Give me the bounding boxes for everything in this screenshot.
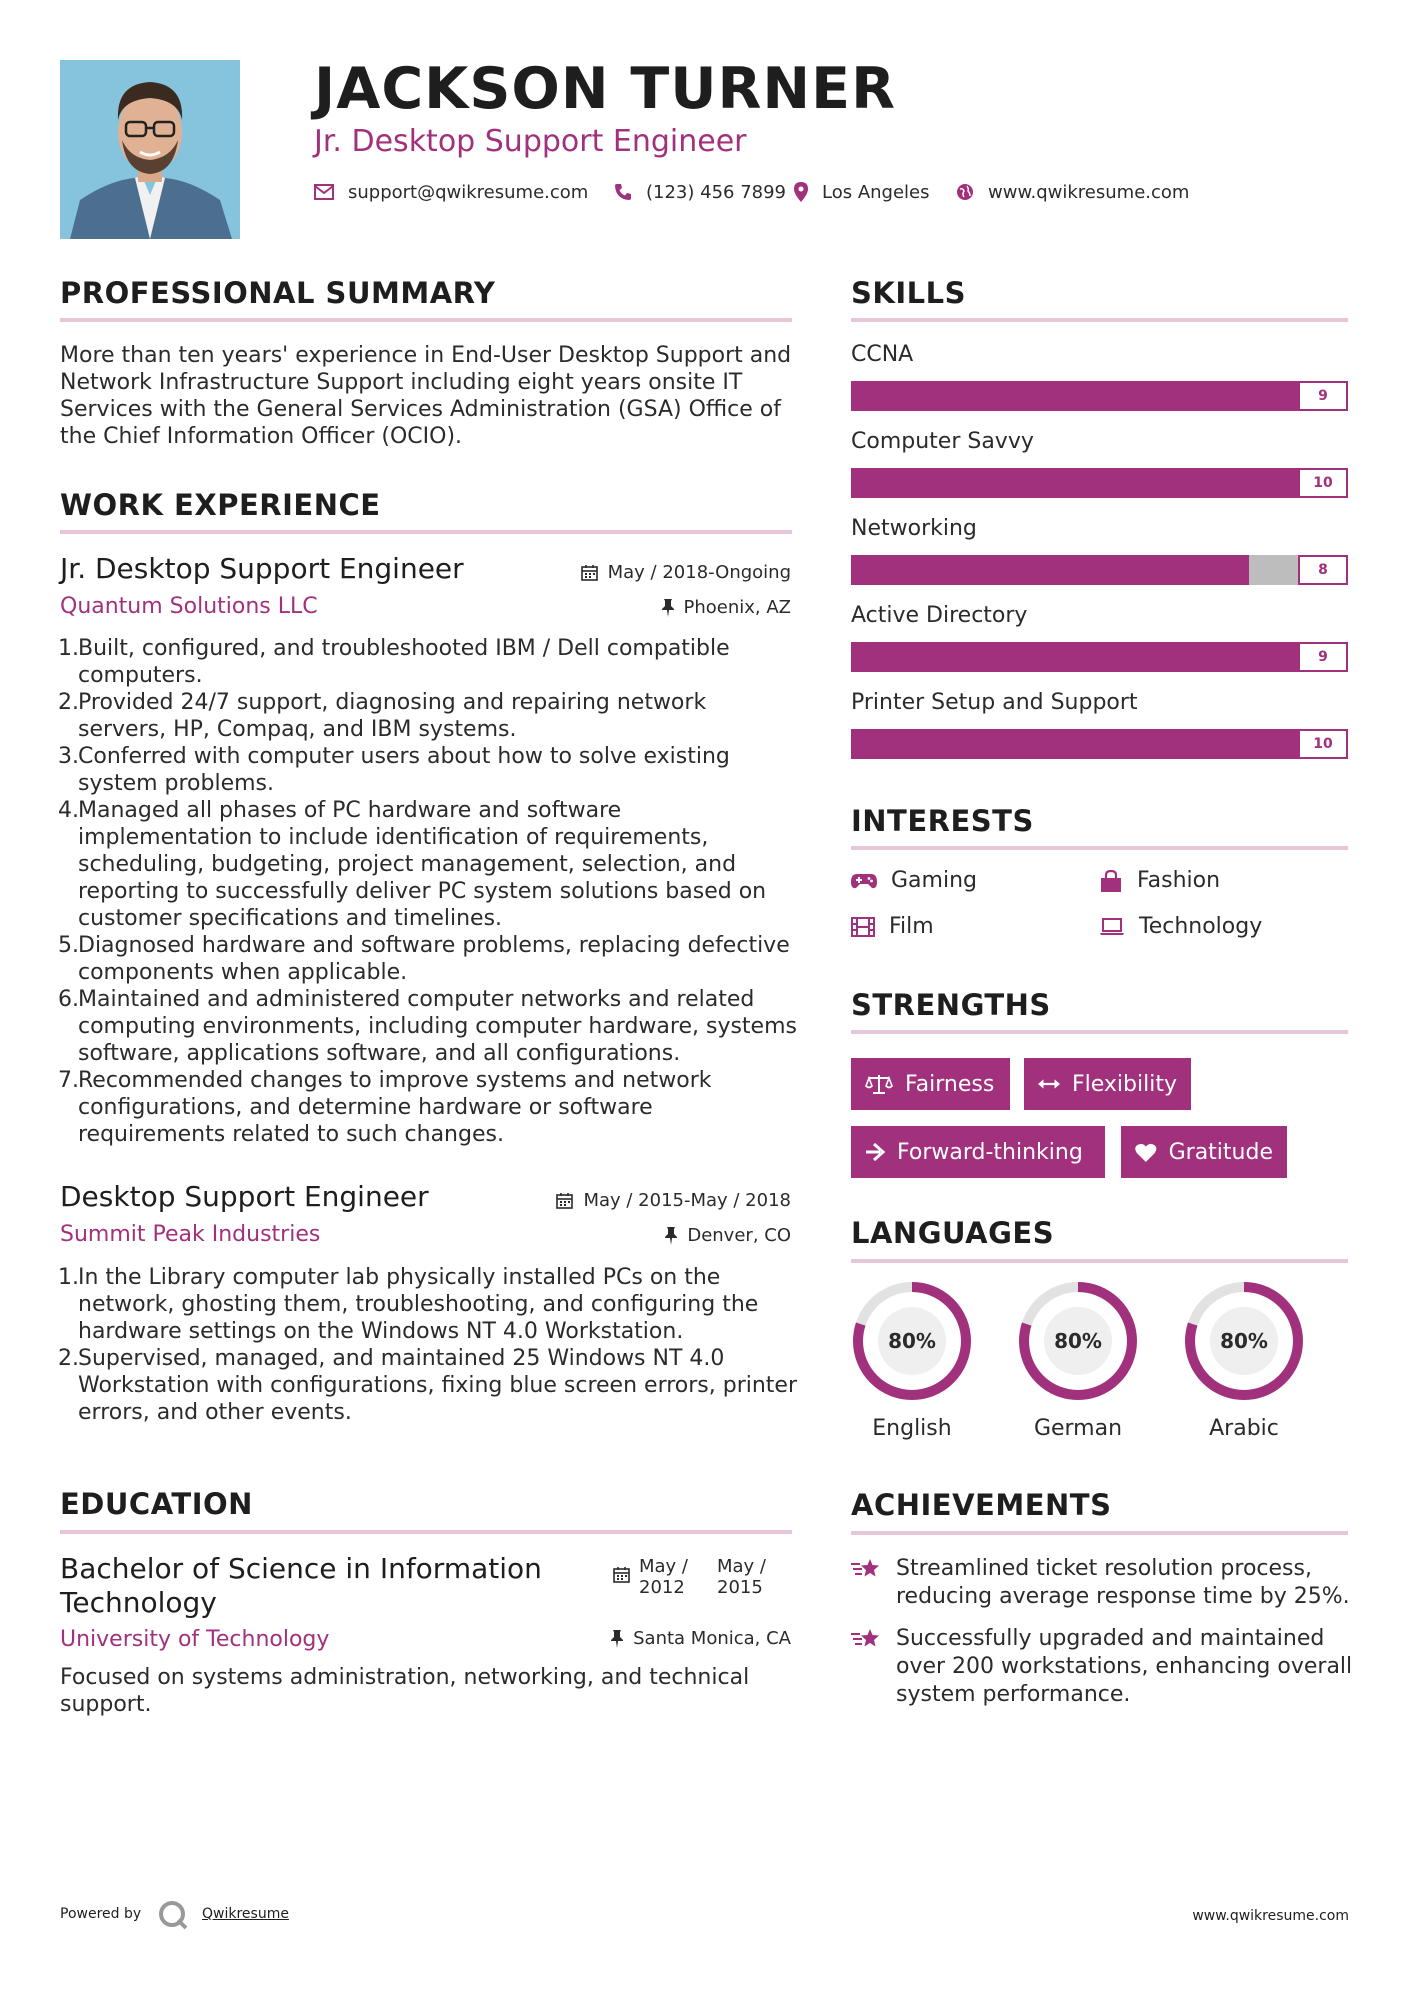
skill-bar-fill <box>851 555 1249 585</box>
strength-flexibility <box>1024 1058 1191 1110</box>
language-percent: 80% <box>1054 1329 1102 1353</box>
strength-gratitude <box>1121 1126 1287 1178</box>
laptop-icon <box>1099 918 1125 936</box>
globe-icon <box>956 183 974 201</box>
education-divider <box>60 1530 792 1534</box>
education-location-text: Santa Monica, CA <box>633 1628 791 1649</box>
job-1-bullet-5: 5. Diagnosed hardware and software problems, replacing defective components when applicable. <box>78 932 798 986</box>
powered-by-label: Powered by <box>60 1906 142 1922</box>
school-name: University of Technology <box>60 1627 330 1652</box>
contact-email[interactable] <box>314 180 588 204</box>
job-1-bullet-2: 2. Provided 24/7 support, diagnosing and repairing network servers, HP, Compaq, and IBM systems. <box>78 689 798 743</box>
job-1-bullet-4: 4. Managed all phases of PC hardware and software implementation to include identification of requirements, scheduling, budgeting, project management, selection, and reporting to successfully deliver PC system solutions based on customer specifications and timelines. <box>78 797 798 932</box>
shopping-bag-icon <box>1099 870 1123 892</box>
edu-start-month: May / <box>639 1556 688 1577</box>
skill-bar-fill <box>851 381 1298 411</box>
calendar-icon <box>613 1566 630 1583</box>
language-name: German <box>1033 1416 1123 1441</box>
language-name: Arabic <box>1209 1416 1279 1441</box>
gamepad-icon <box>851 872 877 890</box>
achievements-heading: ACHIEVEMENTS <box>851 1488 1112 1522</box>
interests-divider <box>851 846 1348 850</box>
location-text: Los Angeles <box>822 181 930 203</box>
heart-icon <box>1135 1142 1157 1163</box>
contact-website[interactable] <box>956 180 1189 204</box>
job-1-bullets <box>58 635 798 1148</box>
language-ring <box>1183 1280 1305 1406</box>
language-donut <box>1183 1280 1305 1402</box>
skill-bar <box>851 555 1348 585</box>
skill-label: Printer Setup and Support <box>851 690 1138 715</box>
interest-fashion-label: Fashion <box>1137 868 1221 893</box>
scale-icon <box>865 1073 893 1095</box>
map-pin-icon <box>794 182 808 202</box>
film-icon <box>851 917 875 937</box>
edu-end-month: May / <box>717 1556 766 1577</box>
shooting-star-icon <box>851 1556 883 1582</box>
education-dates <box>613 1556 793 1600</box>
strength-fairness-label: Fairness <box>905 1071 995 1097</box>
qwikresume-logo <box>158 1900 188 1934</box>
job-2-company: Summit Peak Industries <box>60 1222 321 1247</box>
skill-bar <box>851 642 1348 672</box>
achievement-1-icon-wrap <box>851 1556 883 1586</box>
qwikresume-link[interactable]: Qwikresume <box>202 1906 289 1922</box>
achievements-divider <box>851 1531 1348 1535</box>
interest-technology-label: Technology <box>1139 914 1263 939</box>
skill-bar-fill <box>851 642 1298 672</box>
job-2-bullets <box>58 1264 798 1426</box>
skill-level-badge: 10 <box>1298 729 1348 759</box>
job-2-location-text: Denver, CO <box>687 1225 791 1246</box>
skill-level-badge: 9 <box>1298 642 1348 672</box>
interest-technology <box>1099 914 1262 939</box>
email-text: support@qwikresume.com <box>348 181 589 203</box>
summary-text: More than ten years' experience in End-User Desktop Support and Network Infrastructure Support including eight years onsite IT Services with the General Services Administration (GSA) Office of the Chief Information Officer (OCIO). <box>60 343 792 449</box>
job-2-bullet-1: 1. In the Library computer lab physically installed PCs on the network, ghosting them, troubleshooting, and configuring the hardware settings on the Windows NT 4.0 Workstation. <box>78 1264 798 1345</box>
skill-label: Networking <box>851 516 977 541</box>
edu-start-year: 2012 <box>639 1577 685 1598</box>
job-1-location <box>662 597 792 618</box>
website-text: www.qwikresume.com <box>988 181 1190 203</box>
skill-bar <box>851 468 1348 498</box>
skill-bar-fill <box>851 729 1348 759</box>
calendar-icon <box>556 1192 573 1209</box>
skill-label: CCNA <box>851 342 914 367</box>
skill-label: Computer Savvy <box>851 429 1034 454</box>
education-location <box>611 1628 791 1649</box>
job-1-bullet-1: 1. Built, configured, and troubleshooted IBM / Dell compatible computers. <box>78 635 798 689</box>
job-1-company: Quantum Solutions LLC <box>60 594 318 619</box>
job-1-title: Jr. Desktop Support Engineer <box>60 552 464 585</box>
job-2-dates-text: May / 2015-May / 2018 <box>583 1190 791 1211</box>
footer-url[interactable]: www.qwikresume.com <box>1192 1908 1349 1924</box>
education-heading: EDUCATION <box>60 1487 253 1521</box>
job-2-title: Desktop Support Engineer <box>60 1180 429 1213</box>
candidate-role: Jr. Desktop Support Engineer <box>314 124 747 159</box>
skills-divider <box>851 318 1348 322</box>
language-percent: 80% <box>888 1329 936 1353</box>
phone-icon <box>614 183 632 201</box>
degree-line-1: Bachelor of Science in Information <box>60 1552 542 1585</box>
skill-bar-fill <box>851 468 1348 498</box>
achievement-2-icon-wrap <box>851 1626 883 1656</box>
interest-film-label: Film <box>889 914 934 939</box>
skill-level-badge: 10 <box>1298 468 1348 498</box>
achievement-2: Successfully upgraded and maintained over 200 workstations, enhancing overall system performance. <box>896 1626 1353 1707</box>
skill-label: Active Directory <box>851 603 1028 628</box>
languages-heading: LANGUAGES <box>851 1216 1055 1250</box>
interest-film <box>851 914 934 939</box>
job-1-dates <box>581 562 791 583</box>
pushpin-icon <box>665 1227 677 1245</box>
strength-gratitude-label: Gratitude <box>1168 1139 1273 1165</box>
job-1-dates-text: May / 2018-Ongoing <box>607 562 791 583</box>
interest-gaming-label: Gaming <box>891 868 977 893</box>
calendar-icon <box>581 564 598 581</box>
strength-forward-thinking <box>851 1126 1105 1178</box>
language-ring <box>851 1280 973 1406</box>
phone-text: (123) 456 7899 <box>646 181 787 203</box>
interest-fashion <box>1099 868 1220 893</box>
profile-photo <box>60 60 240 239</box>
pushpin-icon <box>662 599 674 617</box>
skill-bar <box>851 381 1348 411</box>
skill-level-badge: 8 <box>1298 555 1348 585</box>
pushpin-icon <box>611 1630 623 1648</box>
skills-heading: SKILLS <box>851 276 966 310</box>
skill-bar <box>851 729 1348 759</box>
interest-gaming <box>851 868 977 893</box>
shooting-star-icon <box>851 1626 883 1652</box>
languages-divider <box>851 1259 1348 1263</box>
job-2-dates <box>556 1190 791 1211</box>
strength-fairness <box>851 1058 1010 1110</box>
job-2-location <box>665 1225 791 1246</box>
job-1-bullet-6: 6. Maintained and administered computer networks and related computing environments, including computer hardware, systems software, applications software, and all configurations. <box>78 986 798 1067</box>
language-name: English <box>872 1416 952 1441</box>
skill-level-badge: 9 <box>1298 381 1348 411</box>
edu-end-year: 2015 <box>717 1577 763 1598</box>
job-1-bullet-3: 3. Conferred with computer users about how to solve existing system problems. <box>78 743 798 797</box>
contact-phone[interactable] <box>614 180 786 204</box>
arrows-horizontal-icon <box>1038 1077 1060 1091</box>
language-percent: 80% <box>1220 1329 1268 1353</box>
strength-flexibility-label: Flexibility <box>1072 1071 1177 1097</box>
strength-forward-thinking-label: Forward-thinking <box>897 1139 1083 1165</box>
job-2-bullet-2: 2. Supervised, managed, and maintained 25 Windows NT 4.0 Workstation with configurations, fixing blue screen errors, printer errors, and other events. <box>78 1345 798 1426</box>
strengths-heading: STRENGTHS <box>851 988 1051 1022</box>
language-ring <box>1017 1280 1139 1406</box>
language-donut <box>851 1280 973 1402</box>
achievement-1: Streamlined ticket resolution process, reducing average response time by 25%. <box>896 1556 1350 1609</box>
interests-heading: INTERESTS <box>851 804 1034 838</box>
language-donut <box>1017 1280 1139 1402</box>
strengths-divider <box>851 1030 1348 1034</box>
job-1-bullet-7: 7. Recommended changes to improve systems and network configurations, and determine hardware or software requirements related to such changes. <box>78 1067 798 1148</box>
contact-location <box>794 180 930 204</box>
summary-divider <box>60 318 792 322</box>
education-description: Focused on systems administration, networking, and technical support. <box>60 1665 750 1717</box>
qwikresume-logo-icon <box>158 1900 188 1930</box>
summary-heading: PROFESSIONAL SUMMARY <box>60 276 496 310</box>
degree-line-2: Technology <box>60 1586 217 1619</box>
envelope-icon <box>314 184 334 200</box>
candidate-name: JACKSON TURNER <box>314 56 896 122</box>
arrow-right-icon <box>865 1143 885 1161</box>
experience-divider <box>60 530 792 534</box>
experience-heading: WORK EXPERIENCE <box>60 488 381 522</box>
job-1-location-text: Phoenix, AZ <box>683 597 791 618</box>
